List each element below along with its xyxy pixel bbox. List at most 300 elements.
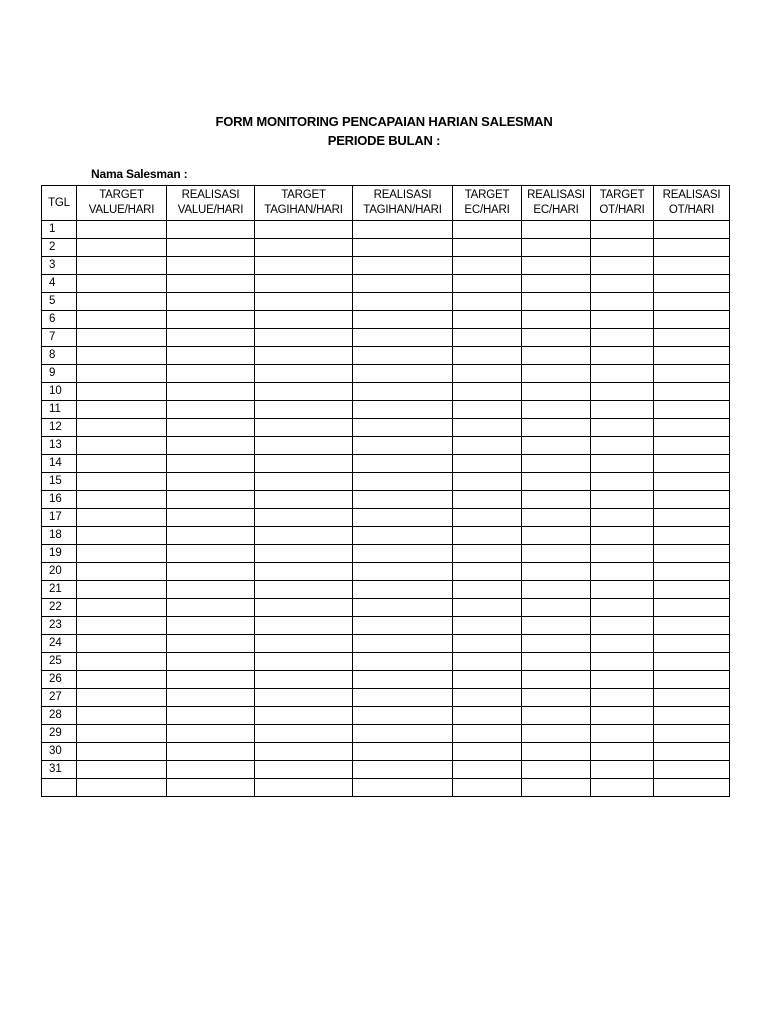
entry-cell[interactable] (591, 617, 654, 635)
entry-cell[interactable] (591, 509, 654, 527)
entry-cell[interactable] (522, 239, 591, 257)
entry-cell[interactable] (591, 293, 654, 311)
entry-cell[interactable] (654, 257, 730, 275)
entry-cell[interactable] (353, 635, 453, 653)
table-row (42, 419, 730, 437)
entry-cell[interactable] (77, 725, 167, 743)
entry-cell[interactable] (591, 635, 654, 653)
entry-cell[interactable] (353, 239, 453, 257)
entry-cell[interactable] (591, 545, 654, 563)
entry-cell[interactable] (167, 689, 255, 707)
entry-cell[interactable] (453, 455, 522, 473)
entry-cell[interactable] (453, 329, 522, 347)
entry-cell[interactable] (591, 455, 654, 473)
entry-cell[interactable] (255, 779, 353, 797)
entry-cell[interactable] (353, 779, 453, 797)
entry-cell[interactable] (453, 761, 522, 779)
entry-cell[interactable] (522, 491, 591, 509)
entry-cell[interactable] (167, 293, 255, 311)
entry-cell[interactable] (353, 293, 453, 311)
entry-cell[interactable] (654, 293, 730, 311)
entry-cell[interactable] (255, 419, 353, 437)
entry-cell[interactable] (591, 491, 654, 509)
entry-cell[interactable] (654, 527, 730, 545)
entry-cell[interactable] (255, 599, 353, 617)
entry-cell[interactable] (522, 671, 591, 689)
entry-cell[interactable] (353, 401, 453, 419)
entry-cell[interactable] (255, 509, 353, 527)
entry-cell[interactable] (591, 779, 654, 797)
entry-cell[interactable] (591, 563, 654, 581)
entry-cell[interactable] (453, 509, 522, 527)
entry-cell[interactable] (654, 563, 730, 581)
entry-cell[interactable] (77, 347, 167, 365)
entry-cell[interactable] (77, 401, 167, 419)
entry-cell[interactable] (167, 239, 255, 257)
entry-cell[interactable] (167, 221, 255, 239)
table-row (42, 761, 730, 779)
entry-cell[interactable] (353, 761, 453, 779)
entry-cell[interactable] (654, 545, 730, 563)
entry-cell[interactable] (453, 635, 522, 653)
entry-cell[interactable] (353, 365, 453, 383)
entry-cell[interactable] (255, 239, 353, 257)
entry-cell[interactable] (255, 491, 353, 509)
entry-cell[interactable] (255, 545, 353, 563)
entry-cell[interactable] (167, 329, 255, 347)
entry-cell[interactable] (167, 743, 255, 761)
entry-cell[interactable] (591, 419, 654, 437)
entry-cell[interactable] (591, 473, 654, 491)
entry-cell[interactable] (77, 455, 167, 473)
entry-cell[interactable] (255, 329, 353, 347)
table-row (42, 311, 730, 329)
entry-cell[interactable] (654, 509, 730, 527)
entry-cell[interactable] (353, 653, 453, 671)
entry-cell[interactable] (522, 473, 591, 491)
entry-cell[interactable] (453, 257, 522, 275)
day-cell: 7 (42, 329, 77, 347)
column-header (654, 186, 730, 221)
entry-cell[interactable] (255, 455, 353, 473)
day-cell: 3 (42, 257, 77, 275)
entry-cell[interactable] (77, 509, 167, 527)
entry-cell[interactable] (591, 761, 654, 779)
entry-cell[interactable] (522, 275, 591, 293)
entry-cell[interactable] (654, 743, 730, 761)
entry-cell[interactable] (77, 329, 167, 347)
entry-cell[interactable] (522, 365, 591, 383)
entry-cell[interactable] (522, 509, 591, 527)
entry-cell[interactable] (654, 311, 730, 329)
day-cell: 4 (42, 275, 77, 293)
entry-cell[interactable] (353, 725, 453, 743)
entry-cell[interactable] (522, 743, 591, 761)
table-row (42, 779, 730, 797)
entry-cell[interactable] (167, 311, 255, 329)
entry-cell[interactable] (654, 689, 730, 707)
entry-cell[interactable] (654, 329, 730, 347)
entry-cell[interactable] (255, 725, 353, 743)
entry-cell[interactable] (167, 419, 255, 437)
entry-cell[interactable] (167, 473, 255, 491)
entry-cell[interactable] (77, 491, 167, 509)
entry-cell[interactable] (353, 347, 453, 365)
entry-cell[interactable] (77, 779, 167, 797)
entry-cell[interactable] (77, 383, 167, 401)
entry-cell[interactable] (255, 563, 353, 581)
entry-cell[interactable] (255, 653, 353, 671)
table-row (42, 743, 730, 761)
entry-cell[interactable] (522, 383, 591, 401)
entry-cell[interactable] (654, 599, 730, 617)
entry-cell[interactable] (522, 455, 591, 473)
entry-cell[interactable] (167, 509, 255, 527)
entry-cell[interactable] (654, 419, 730, 437)
entry-cell[interactable] (353, 617, 453, 635)
table-row (42, 455, 730, 473)
entry-cell[interactable] (522, 761, 591, 779)
entry-cell[interactable] (77, 239, 167, 257)
entry-cell[interactable] (522, 221, 591, 239)
entry-cell[interactable] (453, 581, 522, 599)
table-row (42, 599, 730, 617)
entry-cell[interactable] (167, 545, 255, 563)
entry-cell[interactable] (591, 275, 654, 293)
entry-cell[interactable] (167, 437, 255, 455)
table-row (42, 347, 730, 365)
entry-cell[interactable] (453, 437, 522, 455)
entry-cell[interactable] (167, 707, 255, 725)
entry-cell[interactable] (167, 527, 255, 545)
entry-cell[interactable] (591, 311, 654, 329)
entry-cell[interactable] (77, 617, 167, 635)
entry-cell[interactable] (654, 347, 730, 365)
entry-cell[interactable] (654, 725, 730, 743)
table-row (42, 239, 730, 257)
entry-cell[interactable] (255, 293, 353, 311)
entry-cell[interactable] (522, 725, 591, 743)
entry-cell[interactable] (255, 311, 353, 329)
entry-cell[interactable] (522, 707, 591, 725)
column-header-text: TARGET (99, 189, 144, 201)
entry-cell[interactable] (77, 653, 167, 671)
entry-cell[interactable] (591, 707, 654, 725)
entry-cell[interactable] (77, 257, 167, 275)
entry-cell[interactable] (591, 581, 654, 599)
entry-cell[interactable] (654, 653, 730, 671)
entry-cell[interactable] (654, 779, 730, 797)
entry-cell[interactable] (167, 257, 255, 275)
day-cell: 24 (42, 635, 77, 653)
day-cell: 6 (42, 311, 77, 329)
entry-cell[interactable] (353, 671, 453, 689)
entry-cell[interactable] (453, 401, 522, 419)
entry-cell[interactable] (453, 671, 522, 689)
entry-cell[interactable] (167, 779, 255, 797)
day-cell: 12 (42, 419, 77, 437)
entry-cell[interactable] (453, 473, 522, 491)
entry-cell[interactable] (353, 581, 453, 599)
entry-cell[interactable] (353, 599, 453, 617)
entry-cell[interactable] (522, 419, 591, 437)
column-header (42, 186, 77, 221)
entry-cell[interactable] (77, 671, 167, 689)
entry-cell[interactable] (167, 401, 255, 419)
entry-cell[interactable] (167, 581, 255, 599)
entry-cell[interactable] (522, 581, 591, 599)
entry-cell[interactable] (167, 455, 255, 473)
entry-cell[interactable] (654, 383, 730, 401)
table-body (42, 221, 730, 797)
day-cell: 31 (42, 761, 77, 779)
entry-cell[interactable] (522, 293, 591, 311)
entry-cell[interactable] (353, 329, 453, 347)
entry-cell[interactable] (654, 491, 730, 509)
table-row (42, 329, 730, 347)
entry-cell[interactable] (255, 527, 353, 545)
entry-cell[interactable] (654, 473, 730, 491)
entry-cell[interactable] (591, 653, 654, 671)
entry-cell[interactable] (453, 599, 522, 617)
entry-cell[interactable] (77, 293, 167, 311)
entry-cell[interactable] (255, 221, 353, 239)
entry-cell[interactable] (353, 491, 453, 509)
column-header-text: TARGET (281, 189, 326, 201)
day-cell: 11 (42, 401, 77, 419)
table-row (42, 635, 730, 653)
entry-cell[interactable] (654, 239, 730, 257)
entry-cell[interactable] (654, 221, 730, 239)
entry-cell[interactable] (453, 347, 522, 365)
entry-cell[interactable] (453, 293, 522, 311)
entry-cell[interactable] (353, 707, 453, 725)
entry-cell[interactable] (453, 653, 522, 671)
column-header-text: OT/HARI (599, 204, 645, 216)
entry-cell[interactable] (522, 779, 591, 797)
entry-cell[interactable] (255, 347, 353, 365)
entry-cell[interactable] (167, 491, 255, 509)
entry-cell[interactable] (353, 311, 453, 329)
entry-cell[interactable] (353, 383, 453, 401)
entry-cell[interactable] (353, 563, 453, 581)
entry-cell[interactable] (522, 401, 591, 419)
entry-cell[interactable] (654, 635, 730, 653)
entry-cell[interactable] (255, 581, 353, 599)
entry-cell[interactable] (77, 743, 167, 761)
entry-cell[interactable] (353, 275, 453, 293)
entry-cell[interactable] (591, 221, 654, 239)
entry-cell[interactable] (453, 725, 522, 743)
day-cell: 28 (42, 707, 77, 725)
entry-cell[interactable] (353, 257, 453, 275)
column-header-text: TGL (48, 196, 70, 209)
entry-cell[interactable] (77, 527, 167, 545)
entry-cell[interactable] (77, 689, 167, 707)
entry-cell[interactable] (591, 347, 654, 365)
entry-cell[interactable] (255, 257, 353, 275)
entry-cell[interactable] (167, 365, 255, 383)
entry-cell[interactable] (654, 365, 730, 383)
entry-cell[interactable] (453, 311, 522, 329)
entry-cell[interactable] (522, 689, 591, 707)
entry-cell[interactable] (522, 329, 591, 347)
entry-cell[interactable] (654, 437, 730, 455)
column-header-text: TARGET (599, 189, 645, 201)
entry-cell[interactable] (453, 527, 522, 545)
entry-cell[interactable] (453, 779, 522, 797)
column-header-text: TAGIHAN/HARI (363, 204, 442, 216)
entry-cell[interactable] (453, 545, 522, 563)
entry-cell[interactable] (167, 383, 255, 401)
table-row (42, 671, 730, 689)
entry-cell[interactable] (353, 437, 453, 455)
entry-cell[interactable] (654, 275, 730, 293)
entry-cell[interactable] (453, 365, 522, 383)
entry-cell[interactable] (654, 671, 730, 689)
column-header-text: REALISASI (527, 189, 585, 201)
entry-cell[interactable] (453, 383, 522, 401)
entry-cell[interactable] (591, 257, 654, 275)
entry-cell[interactable] (255, 617, 353, 635)
entry-cell[interactable] (591, 365, 654, 383)
day-cell: 30 (42, 743, 77, 761)
entry-cell[interactable] (255, 635, 353, 653)
entry-cell[interactable] (591, 599, 654, 617)
entry-cell[interactable] (453, 491, 522, 509)
entry-cell[interactable] (453, 707, 522, 725)
entry-cell[interactable] (77, 419, 167, 437)
entry-cell[interactable] (77, 707, 167, 725)
entry-cell[interactable] (167, 653, 255, 671)
entry-cell[interactable] (522, 527, 591, 545)
table-row (42, 617, 730, 635)
entry-cell[interactable] (453, 275, 522, 293)
entry-cell[interactable] (167, 761, 255, 779)
entry-cell[interactable] (654, 581, 730, 599)
entry-cell[interactable] (522, 653, 591, 671)
entry-cell[interactable] (77, 473, 167, 491)
entry-cell[interactable] (77, 365, 167, 383)
table-row (42, 707, 730, 725)
entry-cell[interactable] (453, 563, 522, 581)
day-cell: 26 (42, 671, 77, 689)
entry-cell[interactable] (77, 545, 167, 563)
entry-cell[interactable] (591, 689, 654, 707)
entry-cell[interactable] (255, 671, 353, 689)
entry-cell[interactable] (77, 563, 167, 581)
column-header-text: REALISASI (662, 189, 721, 201)
entry-cell[interactable] (522, 617, 591, 635)
entry-cell[interactable] (654, 401, 730, 419)
entry-cell[interactable] (353, 221, 453, 239)
entry-cell[interactable] (522, 437, 591, 455)
entry-cell[interactable] (591, 743, 654, 761)
entry-cell[interactable] (255, 383, 353, 401)
entry-cell[interactable] (522, 311, 591, 329)
entry-cell[interactable] (167, 275, 255, 293)
entry-cell[interactable] (77, 437, 167, 455)
entry-cell[interactable] (77, 581, 167, 599)
table-row (42, 545, 730, 563)
entry-cell[interactable] (255, 401, 353, 419)
entry-cell[interactable] (167, 599, 255, 617)
column-header (353, 186, 453, 221)
entry-cell[interactable] (522, 635, 591, 653)
entry-cell[interactable] (591, 329, 654, 347)
entry-cell[interactable] (654, 707, 730, 725)
entry-cell[interactable] (255, 743, 353, 761)
entry-cell[interactable] (167, 671, 255, 689)
day-cell: 10 (42, 383, 77, 401)
entry-cell[interactable] (77, 275, 167, 293)
entry-cell[interactable] (522, 563, 591, 581)
entry-cell[interactable] (591, 239, 654, 257)
entry-cell[interactable] (453, 221, 522, 239)
day-cell: 27 (42, 689, 77, 707)
entry-cell[interactable] (77, 635, 167, 653)
entry-cell[interactable] (591, 671, 654, 689)
entry-cell[interactable] (77, 761, 167, 779)
column-header-text: REALISASI (373, 189, 432, 201)
entry-cell[interactable] (353, 689, 453, 707)
entry-cell[interactable] (353, 473, 453, 491)
entry-cell[interactable] (453, 743, 522, 761)
entry-cell[interactable] (522, 599, 591, 617)
entry-cell[interactable] (77, 311, 167, 329)
entry-cell[interactable] (255, 275, 353, 293)
entry-cell[interactable] (591, 527, 654, 545)
entry-cell[interactable] (591, 725, 654, 743)
entry-cell[interactable] (255, 689, 353, 707)
entry-cell[interactable] (522, 347, 591, 365)
entry-cell[interactable] (522, 257, 591, 275)
entry-cell[interactable] (255, 365, 353, 383)
entry-cell[interactable] (591, 437, 654, 455)
entry-cell[interactable] (77, 221, 167, 239)
entry-cell[interactable] (453, 617, 522, 635)
entry-cell[interactable] (453, 239, 522, 257)
entry-cell[interactable] (353, 527, 453, 545)
entry-cell[interactable] (353, 743, 453, 761)
entry-cell[interactable] (453, 419, 522, 437)
entry-cell[interactable] (654, 761, 730, 779)
entry-cell[interactable] (167, 617, 255, 635)
entry-cell[interactable] (353, 419, 453, 437)
entry-cell[interactable] (255, 437, 353, 455)
entry-cell[interactable] (453, 689, 522, 707)
entry-cell[interactable] (255, 761, 353, 779)
entry-cell[interactable] (353, 455, 453, 473)
entry-cell[interactable] (77, 599, 167, 617)
entry-cell[interactable] (591, 383, 654, 401)
entry-cell[interactable] (167, 347, 255, 365)
entry-cell[interactable] (167, 635, 255, 653)
entry-cell[interactable] (522, 545, 591, 563)
table-row (42, 725, 730, 743)
entry-cell[interactable] (255, 473, 353, 491)
column-header-text: REALISASI (181, 189, 240, 201)
entry-cell[interactable] (654, 455, 730, 473)
entry-cell[interactable] (591, 401, 654, 419)
entry-cell[interactable] (167, 563, 255, 581)
column-header (453, 186, 522, 221)
entry-cell[interactable] (353, 509, 453, 527)
entry-cell[interactable] (654, 617, 730, 635)
entry-cell[interactable] (353, 545, 453, 563)
entry-cell[interactable] (167, 725, 255, 743)
entry-cell[interactable] (255, 707, 353, 725)
